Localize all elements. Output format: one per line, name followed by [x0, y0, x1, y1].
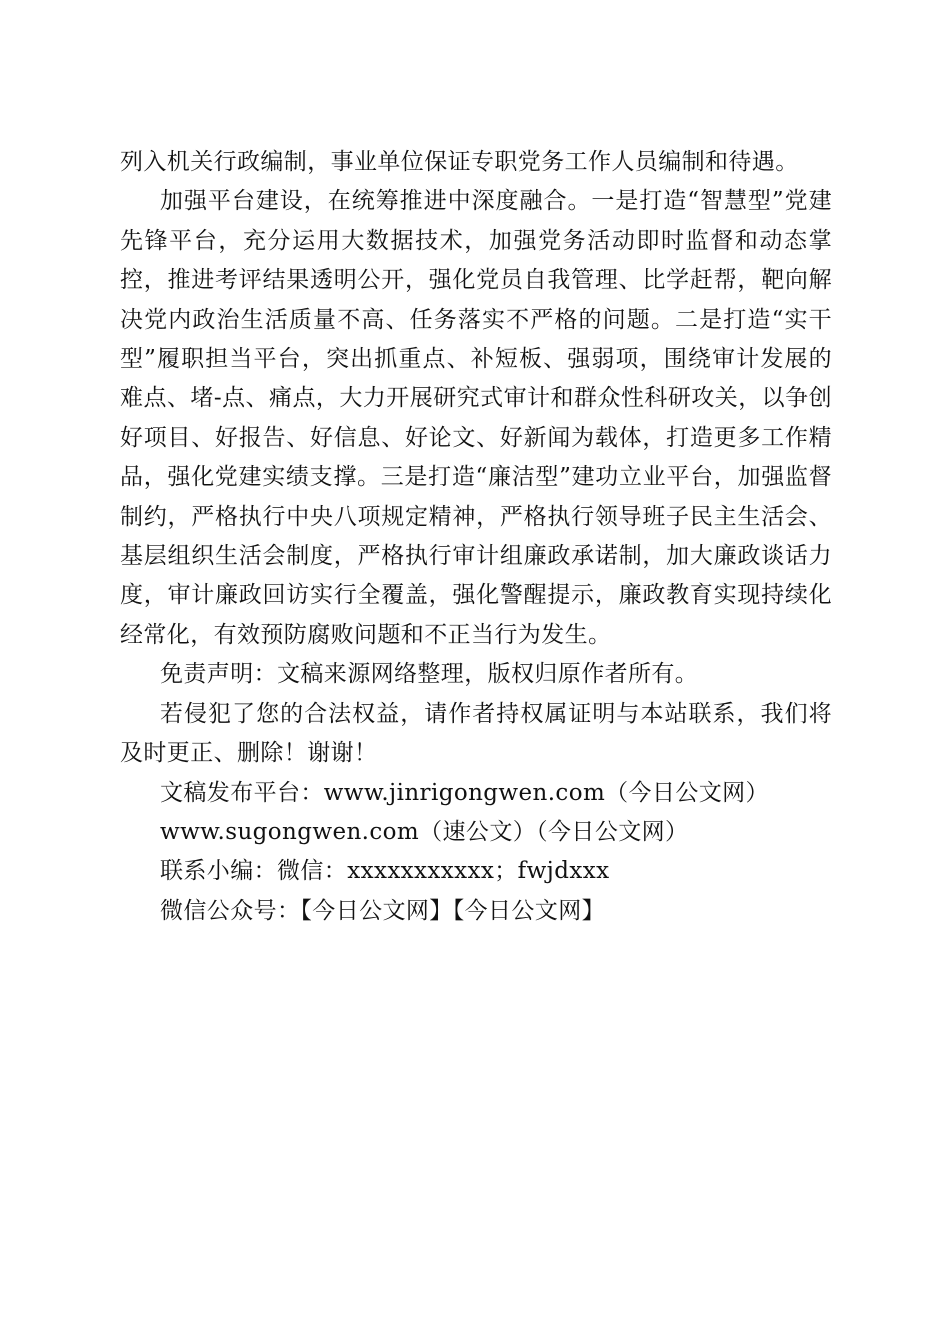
platform-link[interactable]: 文稿发布平台：www.jinrigongwen.com（今日公文网）	[160, 779, 769, 806]
infringement-notice: 若侵犯了您的合法权益，请作者持权属证明与本站联系，我们将及时更正、删除！谢谢！	[120, 700, 832, 767]
footer-block	[120, 655, 832, 931]
paragraph-continuation: 列入机关行政编制，事业单位保证专职党务工作人员编制和待遇。	[120, 149, 799, 175]
wechat-account: 微信公众号：【今日公文网】【今日公文网】	[160, 897, 605, 924]
document-page	[120, 143, 832, 931]
paragraph-platform-building: 加强平台建设，在统筹推进中深度融合。一是打造“智慧型”党建先锋平台，充分运用大数据技术，加强党务活动即时监督和动态掌控，推进考评结果透明公开，强化党员自我管理、比学赶帮，靶向解决党内政治生活质量不高、任务落实不严格的问题。二是打造“实干型”履职担当平台，突出抓重点、补短板、强弱项，围绕审计发展的难点、堵-点、痛点，大力开展研究式审计和群众性科研攻关，以争创好项目、好报告、好信息、好论文、好新闻为载体，打造更多工作精品，强化党建实绩支撑。三是打造“廉洁型”建功立业平台，加强监督制约，严格执行中央八项规定精神，严格执行领导班子民主生活会、基层组织生活会制度，严格执行审计组廉政承诺制，加大廉政谈话力度，审计廉政回访实行全覆盖，强化警醒提示，廉政教育实现持续化经常化，有效预防腐败问题和不正当行为发生。	[120, 188, 832, 648]
secondary-site-link[interactable]: www.sugongwen.com（速公文）（今日公文网）	[160, 818, 689, 845]
disclaimer-text: 免责声明：文稿来源网络整理，版权归原作者所有。	[160, 661, 699, 688]
contact-info: 联系小编：微信：xxxxxxxxxxx；fwjdxxx	[160, 858, 610, 885]
